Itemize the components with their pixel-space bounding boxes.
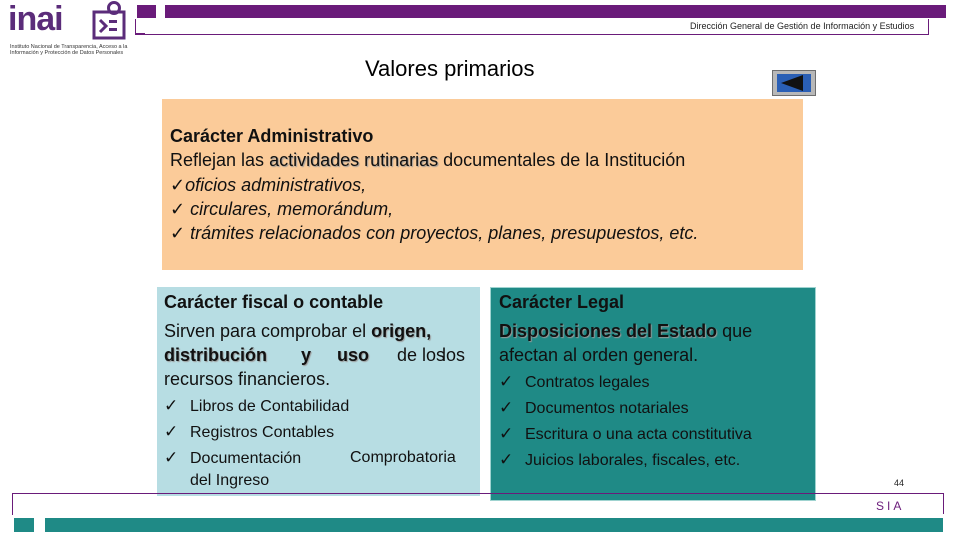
- check-icon: ✓: [499, 372, 514, 392]
- footer-line-left: [12, 493, 13, 515]
- header-underline: [135, 34, 928, 35]
- legal-heading: Carácter Legal: [499, 292, 625, 312]
- check-icon: ✓: [170, 199, 186, 220]
- admin-description: Reflejan las actividades rutinarias documentales de la Institución: [170, 150, 686, 170]
- fiscal-list-item: ✓ Registros Contables: [164, 419, 334, 446]
- legal-list-item: ✓ Contratos legales: [499, 369, 650, 396]
- check-icon: ✓: [164, 396, 179, 416]
- footer-bar-long: [45, 518, 943, 532]
- triangle-left-icon: [781, 75, 809, 91]
- legal-list-item: ✓ Juicios laborales, fiscales, etc.: [499, 447, 740, 474]
- fiscal-list-item: ✓ Libros de Contabilidad: [164, 393, 349, 420]
- header-bar-long: [165, 5, 946, 18]
- header-bar-small: [137, 5, 156, 18]
- fiscal-line-1: Sirven para comprobar el origen,: [164, 321, 432, 341]
- department-label: Dirección General de Gestión de Información y Estudios: [690, 21, 915, 31]
- inai-logo: [8, 0, 133, 64]
- footer-line-right: [943, 493, 944, 514]
- check-icon: ✓: [170, 175, 186, 196]
- check-icon: ✓: [499, 424, 514, 444]
- check-icon: ✓: [170, 223, 186, 244]
- admin-list-item: ✓ circulares, memorándum,: [170, 199, 394, 220]
- legal-line-1: Disposiciones del Estado que: [499, 321, 753, 341]
- logo-word: inai: [8, 0, 63, 38]
- admin-list-item: ✓ trámites relacionados con proyectos, planes, presupuestos, etc.: [170, 223, 699, 244]
- check-icon: ✓: [164, 448, 179, 468]
- footer-bar-small: [14, 518, 34, 532]
- check-icon: ✓: [499, 450, 514, 470]
- fiscal-line-2: distribución y uso de los los: [164, 345, 466, 365]
- check-icon: ✓: [499, 398, 514, 418]
- fiscal-list-item-continued: del Ingreso: [190, 472, 270, 489]
- admin-list-item: ✓oficios administrativos,: [170, 175, 367, 196]
- header-line: [135, 19, 136, 34]
- admin-heading: Carácter Administrativo: [170, 126, 374, 146]
- footer-line: [12, 493, 943, 494]
- fiscal-heading: Carácter fiscal o contable: [164, 292, 384, 312]
- footer-brand: SIA: [876, 499, 905, 513]
- logo-emblem-icon: [92, 0, 130, 40]
- fiscal-line-3: recursos financieros.: [164, 369, 331, 389]
- logo-subtitle: Instituto Nacional de Transparencia, Acceso a la Información y Protección de Datos Personales: [10, 44, 128, 57]
- legal-line-2: afectan al orden general.: [499, 345, 699, 365]
- page-title: Valores primarios: [365, 56, 535, 81]
- page-number: 44: [894, 478, 905, 488]
- header-underline-right: [928, 19, 929, 35]
- legal-list-item: ✓ Escritura o una acta constitutiva: [499, 421, 752, 448]
- check-icon: ✓: [164, 422, 179, 442]
- back-button[interactable]: [772, 70, 816, 96]
- fiscal-list-item: ✓ Documentación Comprobatoria: [164, 445, 474, 472]
- legal-list-item: ✓ Documentos notariales: [499, 395, 689, 422]
